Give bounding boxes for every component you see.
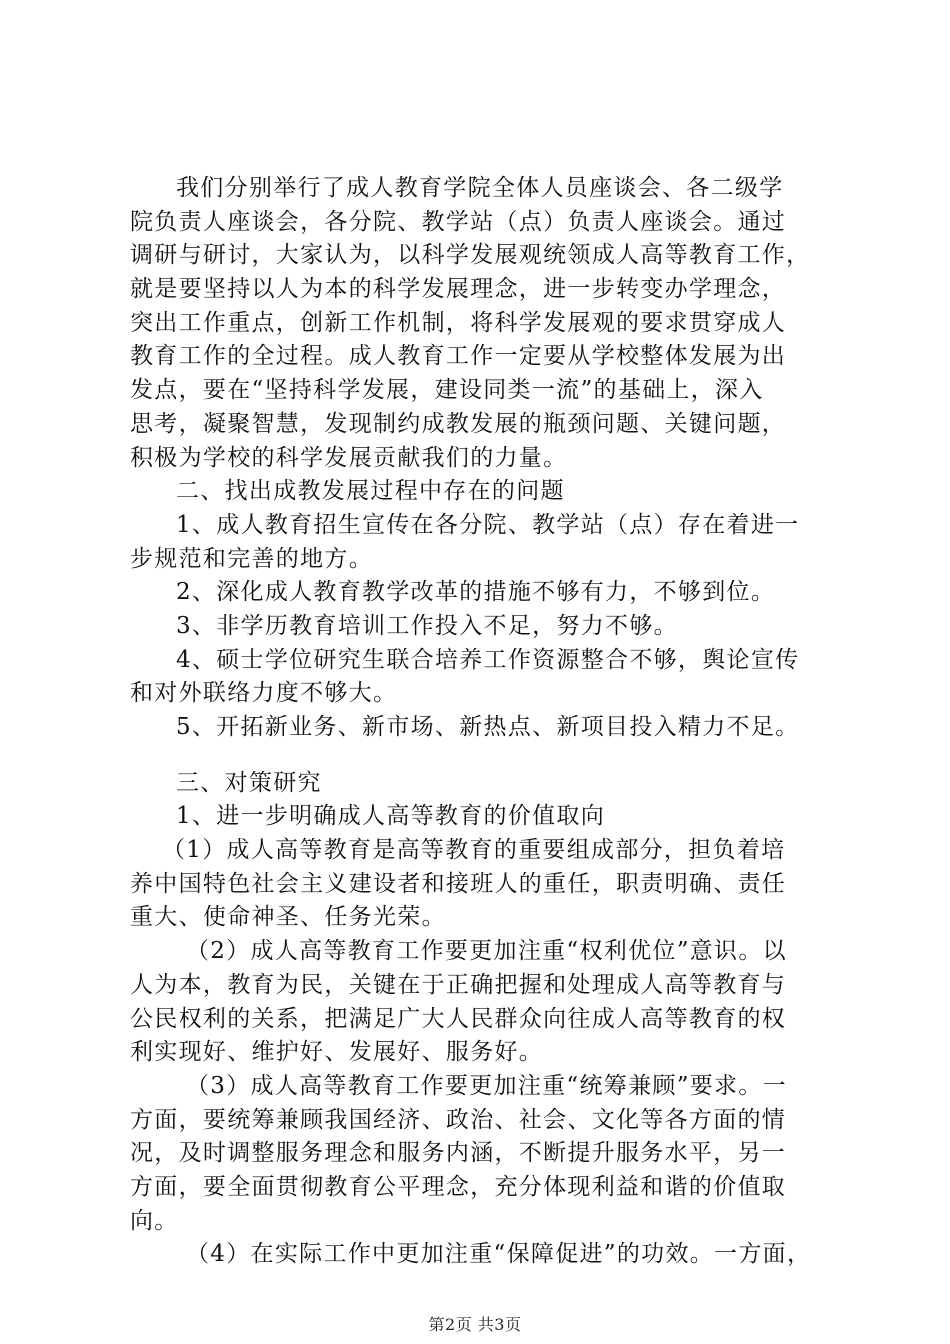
page-number: 第2页 共3页	[428, 1315, 522, 1334]
paragraph-line: 思考，凝聚智慧，发现制约成教发展的瓶颈问题、关键问题，	[130, 410, 787, 437]
paragraph-line: 方面，要全面贯彻教育公平理念，充分体现利益和谐的价值取	[130, 1173, 787, 1200]
paragraph-line: 积极为学校的科学发展贡献我们的力量。	[130, 444, 568, 471]
section-heading: 二、找出成教发展过程中存在的问题	[176, 478, 565, 505]
paragraph-line: 重大、使命神圣、任务光荣。	[130, 904, 446, 931]
list-item-line: 5、开拓新业务、新市场、新热点、新项目投入精力不足。	[176, 714, 800, 740]
paragraph-line: 人为本，教育为民，关键在于正确把握和处理成人高等教育与	[130, 971, 787, 998]
paragraph-line: （2）成人高等教育工作要更加注重“权利优位”意识。以	[186, 938, 787, 965]
paragraph-line: 就是要坚持以人为本的科学发展理念，进一步转变办学理念，	[130, 276, 787, 303]
paragraph-line: 况，及时调整服务理念和服务内涵，不断提升服务水平，另一	[130, 1140, 787, 1167]
paragraph-line: 突出工作重点，创新工作机制，将科学发展观的要求贯穿成人	[130, 309, 787, 336]
subsection-heading: 1、进一步明确成人高等教育的价值取向	[176, 803, 606, 830]
paragraph-line: 我们分别举行了成人教育学院全体人员座谈会、各二级学	[176, 175, 784, 201]
paragraph-line: 调研与研讨，大家认为，以科学发展观统领成人高等教育工作，	[130, 242, 811, 269]
list-item-line: 步规范和完善的地方。	[130, 545, 373, 572]
list-item-line: 3、非学历教育培训工作投入不足，努力不够。	[176, 612, 678, 639]
section-heading: 三、对策研究	[176, 769, 322, 796]
paragraph-line: 公民权利的关系，把满足广大人民群众向往成人高等教育的权	[130, 1005, 787, 1032]
paragraph-line: 发点，要在“坚持科学发展，建设同类一流”的基础上，深入	[130, 377, 764, 404]
list-item-line: 和对外联络力度不够大。	[130, 680, 398, 707]
paragraph-line: 教育工作的全过程。成人教育工作一定要从学校整体发展为出	[130, 343, 787, 370]
section-gap	[130, 745, 830, 767]
paragraph-line: 院负责人座谈会，各分院、教学站（点）负责人座谈会。通过	[130, 208, 787, 235]
list-item-line: 4、硕士学位研究生联合培养工作资源整合不够，舆论宣传	[176, 646, 800, 673]
paragraph-line: （1）成人高等教育是高等教育的重要组成部分，担负着培	[162, 837, 786, 864]
paragraph-line: 向。	[130, 1207, 179, 1234]
paragraph-line: （3）成人高等教育工作要更加注重“统筹兼顾”要求。一	[186, 1072, 787, 1099]
list-item-line: 2、深化成人教育教学改革的措施不够有力，不够到位。	[176, 579, 776, 606]
paragraph-line: （4）在实际工作中更加注重“保障促进”的功效。一方面，	[186, 1241, 812, 1268]
paragraph-line: 利实现好、维护好、发展好、服务好。	[130, 1039, 544, 1066]
page-footer	[0, 1312, 950, 1335]
paragraph-line: 养中国特色社会主义建设者和接班人的重任，职责明确、责任	[130, 870, 787, 897]
document-body	[130, 172, 830, 1272]
paragraph-line: 方面，要统筹兼顾我国经济、政治、社会、文化等各方面的情	[130, 1106, 787, 1133]
list-item-line: 1、成人教育招生宣传在各分院、教学站（点）存在着进一	[176, 511, 800, 538]
